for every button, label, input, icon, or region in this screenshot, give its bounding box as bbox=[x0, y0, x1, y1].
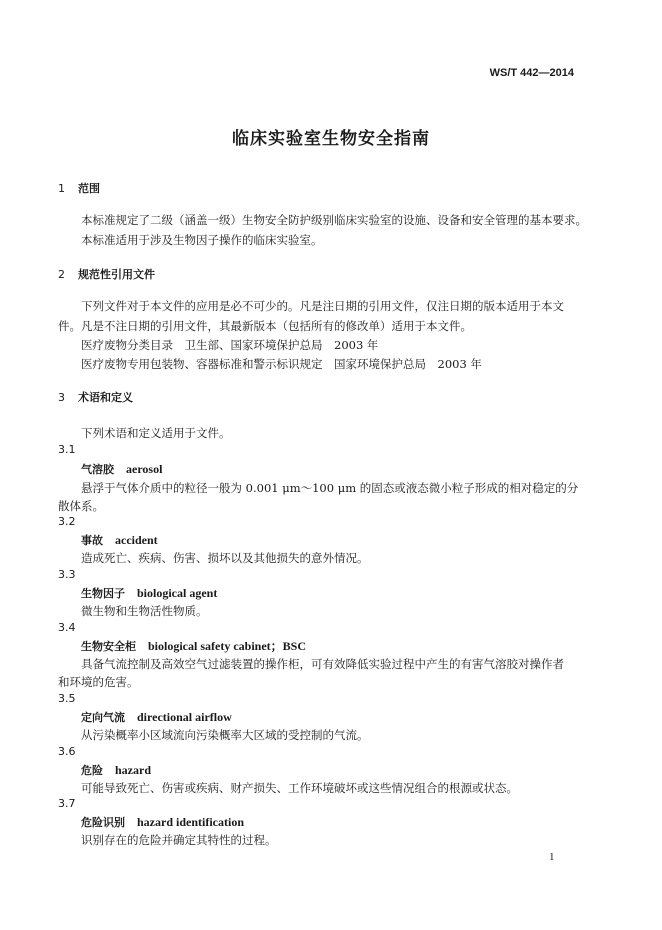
reference-item: 医疗废物分类目录 卫生部、国家环境保护总局 2003 年 bbox=[81, 338, 379, 352]
document-title: 临床实验室生物安全指南 bbox=[232, 129, 430, 149]
term-cn: 生物因子 bbox=[81, 587, 125, 600]
term-definition: 悬浮于气体介质中的粒径一般为 0.001 μm～100 μm 的固态或液态微小粒子形成的相对稳定的分 bbox=[81, 481, 579, 495]
term-cn: 事故 bbox=[81, 534, 103, 547]
clause-number: 3.7 bbox=[58, 797, 76, 810]
section-number: 3 bbox=[58, 391, 65, 404]
term-cn: 气溶胶 bbox=[81, 463, 114, 476]
paragraph: 本标准规定了二级（涵盖一级）生物安全防护级别临床实验室的设施、设备和安全管理的基本要求。 bbox=[81, 213, 587, 227]
term-definition: 可能导致死亡、伤害或疾病、财产损失、工作环境破坏或这些情况组合的根源或状态。 bbox=[81, 781, 518, 795]
term-heading bbox=[81, 586, 217, 601]
term-cn: 危险识别 bbox=[81, 816, 125, 829]
clause-number: 3.1 bbox=[58, 443, 76, 456]
term-heading bbox=[81, 710, 232, 725]
section-title: 规范性引用文件 bbox=[78, 268, 155, 281]
section-heading-1 bbox=[58, 182, 100, 196]
section-heading-2 bbox=[58, 268, 155, 282]
standard-number: WS/T 442—2014 bbox=[489, 67, 574, 79]
term-heading bbox=[81, 462, 162, 477]
term-en: aerosol bbox=[126, 462, 163, 476]
term-en: biological safety cabinet；BSC bbox=[148, 639, 306, 653]
term-cn: 生物安全柜 bbox=[81, 640, 136, 653]
section-title: 范围 bbox=[78, 182, 100, 195]
paragraph: 下列术语和定义适用于文件。 bbox=[81, 426, 231, 440]
term-definition: 和环境的危害。 bbox=[58, 675, 139, 689]
term-heading bbox=[81, 815, 244, 830]
term-en: hazard identification bbox=[137, 815, 244, 829]
term-definition: 散体系。 bbox=[58, 499, 104, 513]
clause-number: 3.6 bbox=[58, 745, 76, 758]
section-heading-3 bbox=[58, 391, 133, 405]
reference-item: 医疗废物专用包装物、容器标准和警示标识规定 国家环境保护总局 2003 年 bbox=[81, 357, 482, 371]
page-number: 1 bbox=[549, 851, 555, 863]
clause-number: 3.2 bbox=[58, 515, 76, 528]
term-en: hazard bbox=[115, 763, 151, 777]
clause-number: 3.4 bbox=[58, 621, 76, 634]
term-en: directional airflow bbox=[137, 710, 232, 724]
term-definition: 识别存在的危险并确定其特性的过程。 bbox=[81, 833, 277, 847]
paragraph: 件。凡是不注日期的引用文件，其最新版本（包括所有的修改单）适用于本文件。 bbox=[58, 319, 472, 333]
term-heading bbox=[81, 763, 151, 778]
term-definition: 从污染概率小区域流向污染概率大区域的受控制的气流。 bbox=[81, 728, 369, 742]
term-en: accident bbox=[115, 533, 158, 547]
term-definition: 造成死亡、疾病、伤害、损坏以及其他损失的意外情况。 bbox=[81, 551, 369, 565]
paragraph: 下列文件对于本文件的应用是必不可少的。凡是注日期的引用文件，仅注日期的版本适用于本文 bbox=[81, 299, 564, 313]
clause-number: 3.3 bbox=[58, 568, 76, 581]
section-title: 术语和定义 bbox=[78, 391, 133, 404]
term-definition: 具备气流控制及高效空气过滤装置的操作柜，可有效降低实验过程中产生的有害气溶胶对操作者 bbox=[81, 657, 564, 671]
term-cn: 定向气流 bbox=[81, 711, 125, 724]
term-heading bbox=[81, 533, 158, 548]
term-definition: 微生物和生物活性物质。 bbox=[81, 604, 208, 618]
term-en: biological agent bbox=[137, 586, 218, 600]
term-cn: 危险 bbox=[81, 764, 103, 777]
paragraph: 本标准适用于涉及生物因子操作的临床实验室。 bbox=[81, 233, 323, 247]
term-heading bbox=[81, 639, 306, 654]
clause-number: 3.5 bbox=[58, 692, 76, 705]
section-number: 2 bbox=[58, 268, 65, 281]
section-number: 1 bbox=[58, 182, 65, 195]
